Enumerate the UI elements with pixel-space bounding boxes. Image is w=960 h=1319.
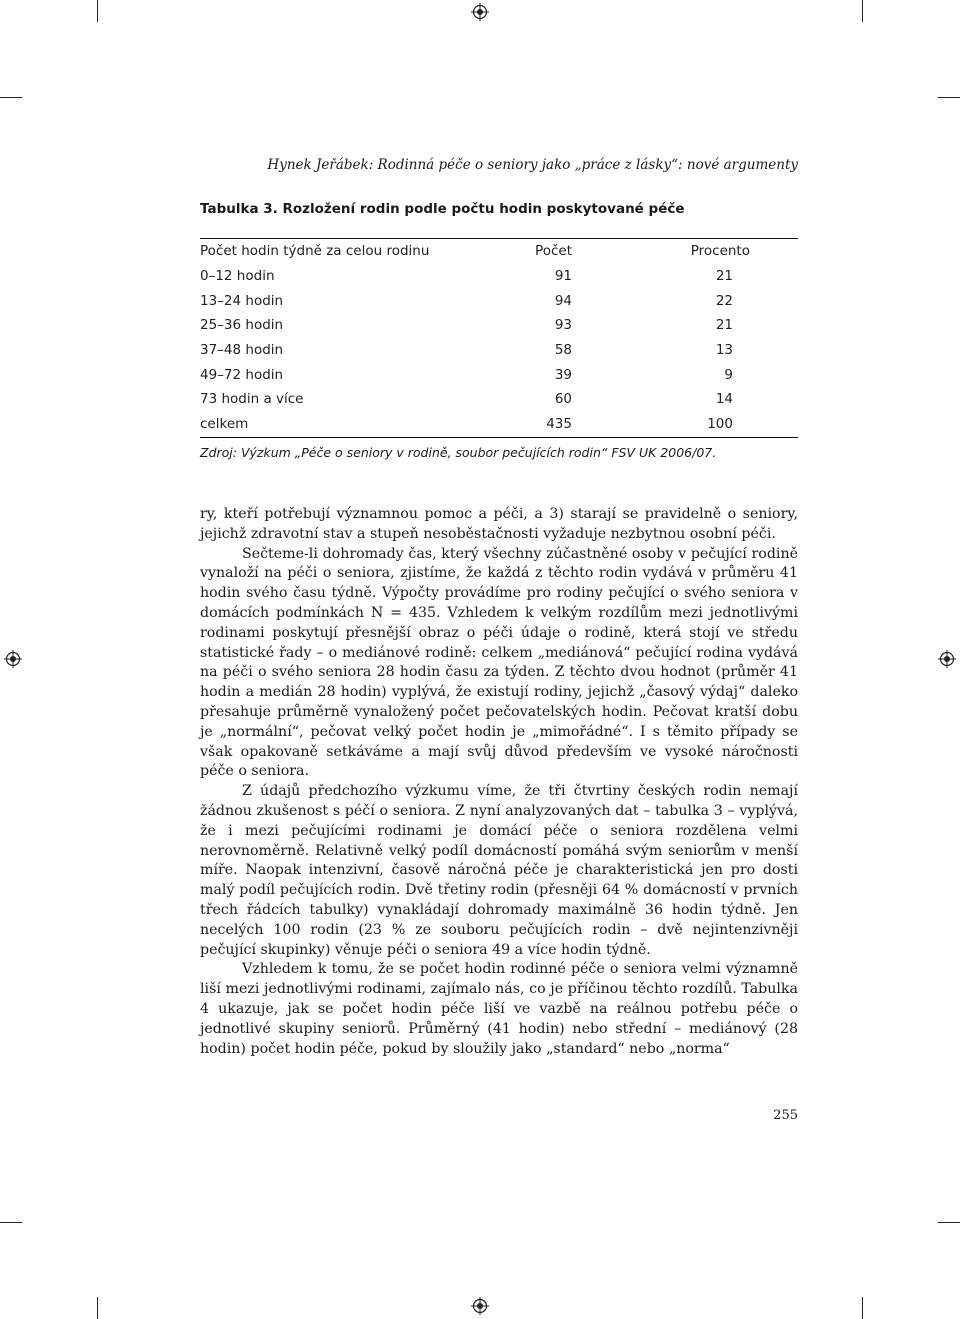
table-cell: 49–72 hodin [200,366,284,383]
table-cell: 73 hodin a více [200,391,304,408]
table-total-row [200,412,798,437]
table-cell: 13 [715,342,733,359]
table-cell: 13–24 hodin [200,292,284,309]
table-row [200,264,798,289]
crop-mark [0,97,22,98]
table-cell: 91 [554,268,572,285]
table-cell: 37–48 hodin [200,342,284,359]
table-cell: 94 [554,292,572,309]
registration-mark-icon [471,3,489,21]
column-header: Počet hodin týdně za celou rodinu [200,243,430,260]
crop-mark [0,1222,22,1223]
paragraph: Z údajů předchozího výzkumu víme, že tři čtvrtiny českých rodin nemají žádnou zkušenost s péčí o seniora. Z nyní analyzovaných dat – tabulka 3 – vyplývá, že i mezi pečujícími rodinami je domácí péče o seniora rozdělena velmi nerovnoměrně. Relativně velký podíl domácností pomáhá svým seniorům v menší míře. Naopak intenzivní, časově náročná péče je charakteristická jen pro dosti malý podíl pečujících rodin. Dvě třetiny rodin (přesněji 64 % domácností v prvních třech řádcích tabulky) vynakládají dohromady maximálně 36 hodin týdně. Jen necelých 100 rodin (23 % ze souboru pečujících rodin – dvě nejintenzivněji pečující skupinky) věnuje péči o seniora 49 a více hodin týdně. [200,783,798,958]
paragraph: Vzhledem k tomu, že se počet hodin rodinné péče o seniora velmi významně liší mezi jednotlivými rodinami, zajímalo nás, co je příčinou těchto rozdílů. Tabulka 4 ukazuje, jak se počet hodin péče liší ve vazbě na reálnou potřebu péče o jednotlivé skupiny seniorů. Průměrný (41 hodin) nebo střední – mediánový (28 hodin) počet hodin péče, pokud by sloužily jako „standard“ nebo „norma“ [200,961,798,1057]
table-cell: 0–12 hodin [200,268,275,285]
registration-mark-icon [4,650,22,668]
paragraph: ry, kteří potřebují významnou pomoc a péči, a 3) starají se pravidelně o seniory, jejichž zdravotní stav a stupeň nesoběstačnosti vyžaduje nezbytnou osobní péči. [200,506,798,542]
registration-mark-icon [938,650,956,668]
table-cell: 21 [715,317,733,334]
crop-mark [938,97,960,98]
table-cell: 93 [554,317,572,334]
table-source-note: Zdroj: Výzkum „Péče o seniory v rodině, soubor pečujících rodin“ FSV UK 2006/07. [200,445,717,460]
table-header-row [200,239,798,264]
table-cell: 100 [707,416,733,433]
table-cell: 435 [546,416,572,433]
hours-distribution-table [200,238,798,438]
table-cell: 60 [554,391,572,408]
crop-mark [97,0,98,22]
paragraph: Sečteme-li dohromady čas, který všechny zúčastněné osoby v pečující rodině vynaloží na péči o seniora, zjistíme, že každá z těchto rodin vydává v průměru 41 hodin svého času týdně. Výpočty provádíme pro rodiny pečující o svého seniora v domácích podmínkách N = 435. Vzhledem k velkým rozdílům mezi jednotlivými rodinami poskytují přesnější obraz o péči údaje o rodině, která stojí ve středu statistické řady – o mediánové rodině: celkem „mediánová“ pečující rodina vydává na péči o svého seniora 28 hodin času za týden. Z těchto dvou hodnot (průměr 41 hodin a medián 28 hodin) vyplývá, že existují rodiny, jejichž „časový výdaj“ daleko přesahuje průměrně vynaložený počet pečovatelských hodin. Pečovat kratší dobu je „normální“, pečovat velký počet hodin je „mimořádné“. I s těmito případy se však opakovaně setkáváme a mají svůj důvod především ve vysoké náročnosti péče o seniora. [200,545,798,780]
registration-mark-icon [471,1297,489,1315]
table-cell: 21 [715,268,733,285]
body-text [200,505,798,1059]
table-cell: celkem [200,416,249,433]
table-caption: Tabulka 3. Rozložení rodin podle počtu hodin poskytované péče [200,201,685,217]
table-row [200,288,798,313]
table-row [200,362,798,387]
crop-mark [862,0,863,22]
table-cell: 9 [724,366,733,383]
table-cell: 14 [715,391,733,408]
crop-mark [938,1222,960,1223]
table-row [200,313,798,338]
table-cell: 39 [554,366,572,383]
column-header: Procento [690,243,750,260]
crop-mark [97,1297,98,1319]
table-row [200,338,798,363]
page-number: 255 [773,1108,798,1123]
crop-mark [862,1297,863,1319]
table-cell: 58 [554,342,572,359]
table-row [200,387,798,412]
table-cell: 25–36 hodin [200,317,284,334]
table-cell: 22 [715,292,733,309]
running-header: Hynek Jeřábek: Rodinná péče o seniory jako „práce z lásky“: nové argumenty [267,157,798,173]
column-header: Počet [535,243,572,260]
